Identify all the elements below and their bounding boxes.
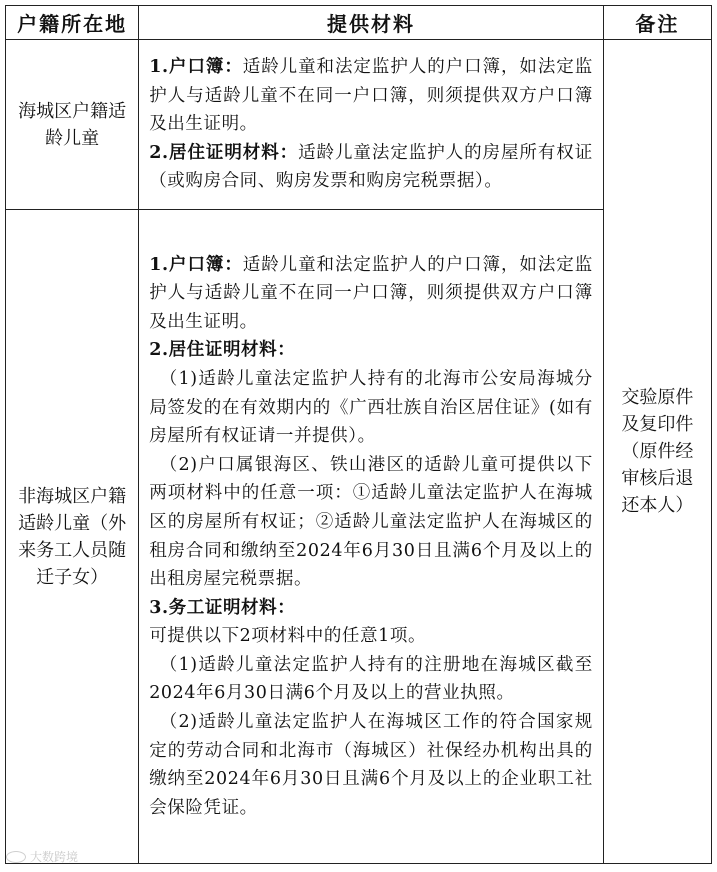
header-notes: 备注 xyxy=(603,6,711,40)
material-item xyxy=(149,53,593,139)
header-row xyxy=(6,6,712,40)
header-materials: 提供材料 xyxy=(139,6,604,40)
table-row xyxy=(6,40,712,210)
material-item xyxy=(149,594,593,623)
material-text: 适龄儿童和法定监护人的户口簿，如法定监护人与适龄儿童不在同一户口簿，则须提供双方户口簿及出生证明。 xyxy=(149,254,593,332)
material-label: 2.居住证明材料： xyxy=(149,142,299,163)
note-cell: 交验原件及复印件（原件经审核后退还本人） xyxy=(603,40,711,864)
watermark xyxy=(6,848,78,865)
material-text: 适龄儿童和法定监护人的户口簿，如法定监护人与适龄儿童不在同一户口簿，则须提供双方户口簿及出生证明。 xyxy=(149,57,593,135)
materials-local xyxy=(139,40,604,210)
materials-table xyxy=(5,5,712,864)
materials-nonlocal xyxy=(139,210,604,864)
header-household-location: 户籍所在地 xyxy=(6,6,139,40)
material-intro: 可提供以下2项材料中的任意1项。 xyxy=(149,626,427,647)
material-label: 3.务工证明材料： xyxy=(149,597,296,618)
material-label: 1.户口簿： xyxy=(149,57,243,78)
material-label: 2.居住证明材料： xyxy=(149,340,296,361)
material-item xyxy=(149,336,593,365)
watermark-text: 大数跨境 xyxy=(30,850,79,864)
material-subitem: （2)适龄儿童法定监护人在海城区工作的符合国家规定的劳动合同和北海市（海城区）社保经办机构出具的缴纳至2024年6月30日且满6个月及以上的企业职工社会保险凭证。 xyxy=(149,712,593,818)
material-subitem: （2)户口属银海区、铁山港区的适龄儿童可提供以下两项材料中的任意一项：①适龄儿童法定监护人在海城区的房屋所有权证；②适龄儿童法定监护人在海城区的租房合同和缴纳至2024年6月30日且满6个月及以上的出租房屋完税票据。 xyxy=(149,454,593,590)
material-item xyxy=(149,251,593,337)
material-label: 1.户口簿： xyxy=(149,254,243,275)
material-text: 适龄儿童法定监护人的房屋所有权证（或购房合同、购房发票和购房完税票据）。 xyxy=(149,142,593,192)
material-subitem: （1)适龄儿童法定监护人持有的注册地在海城区截至2024年6月30日满6个月及以上的营业执照。 xyxy=(149,654,593,704)
logo-icon xyxy=(6,851,26,863)
material-subitem: （1)适龄儿童法定监护人持有的北海市公安局海城分局签发的在有效期内的《广西壮族自治区居住证》(如有房屋所有权证请一并提供）。 xyxy=(149,368,593,447)
category-local-children: 海城区户籍适龄儿童 xyxy=(6,40,139,210)
category-migrant-children: 非海城区户籍适龄儿童（外来务工人员随迁子女） xyxy=(6,210,139,864)
material-item xyxy=(149,139,593,196)
